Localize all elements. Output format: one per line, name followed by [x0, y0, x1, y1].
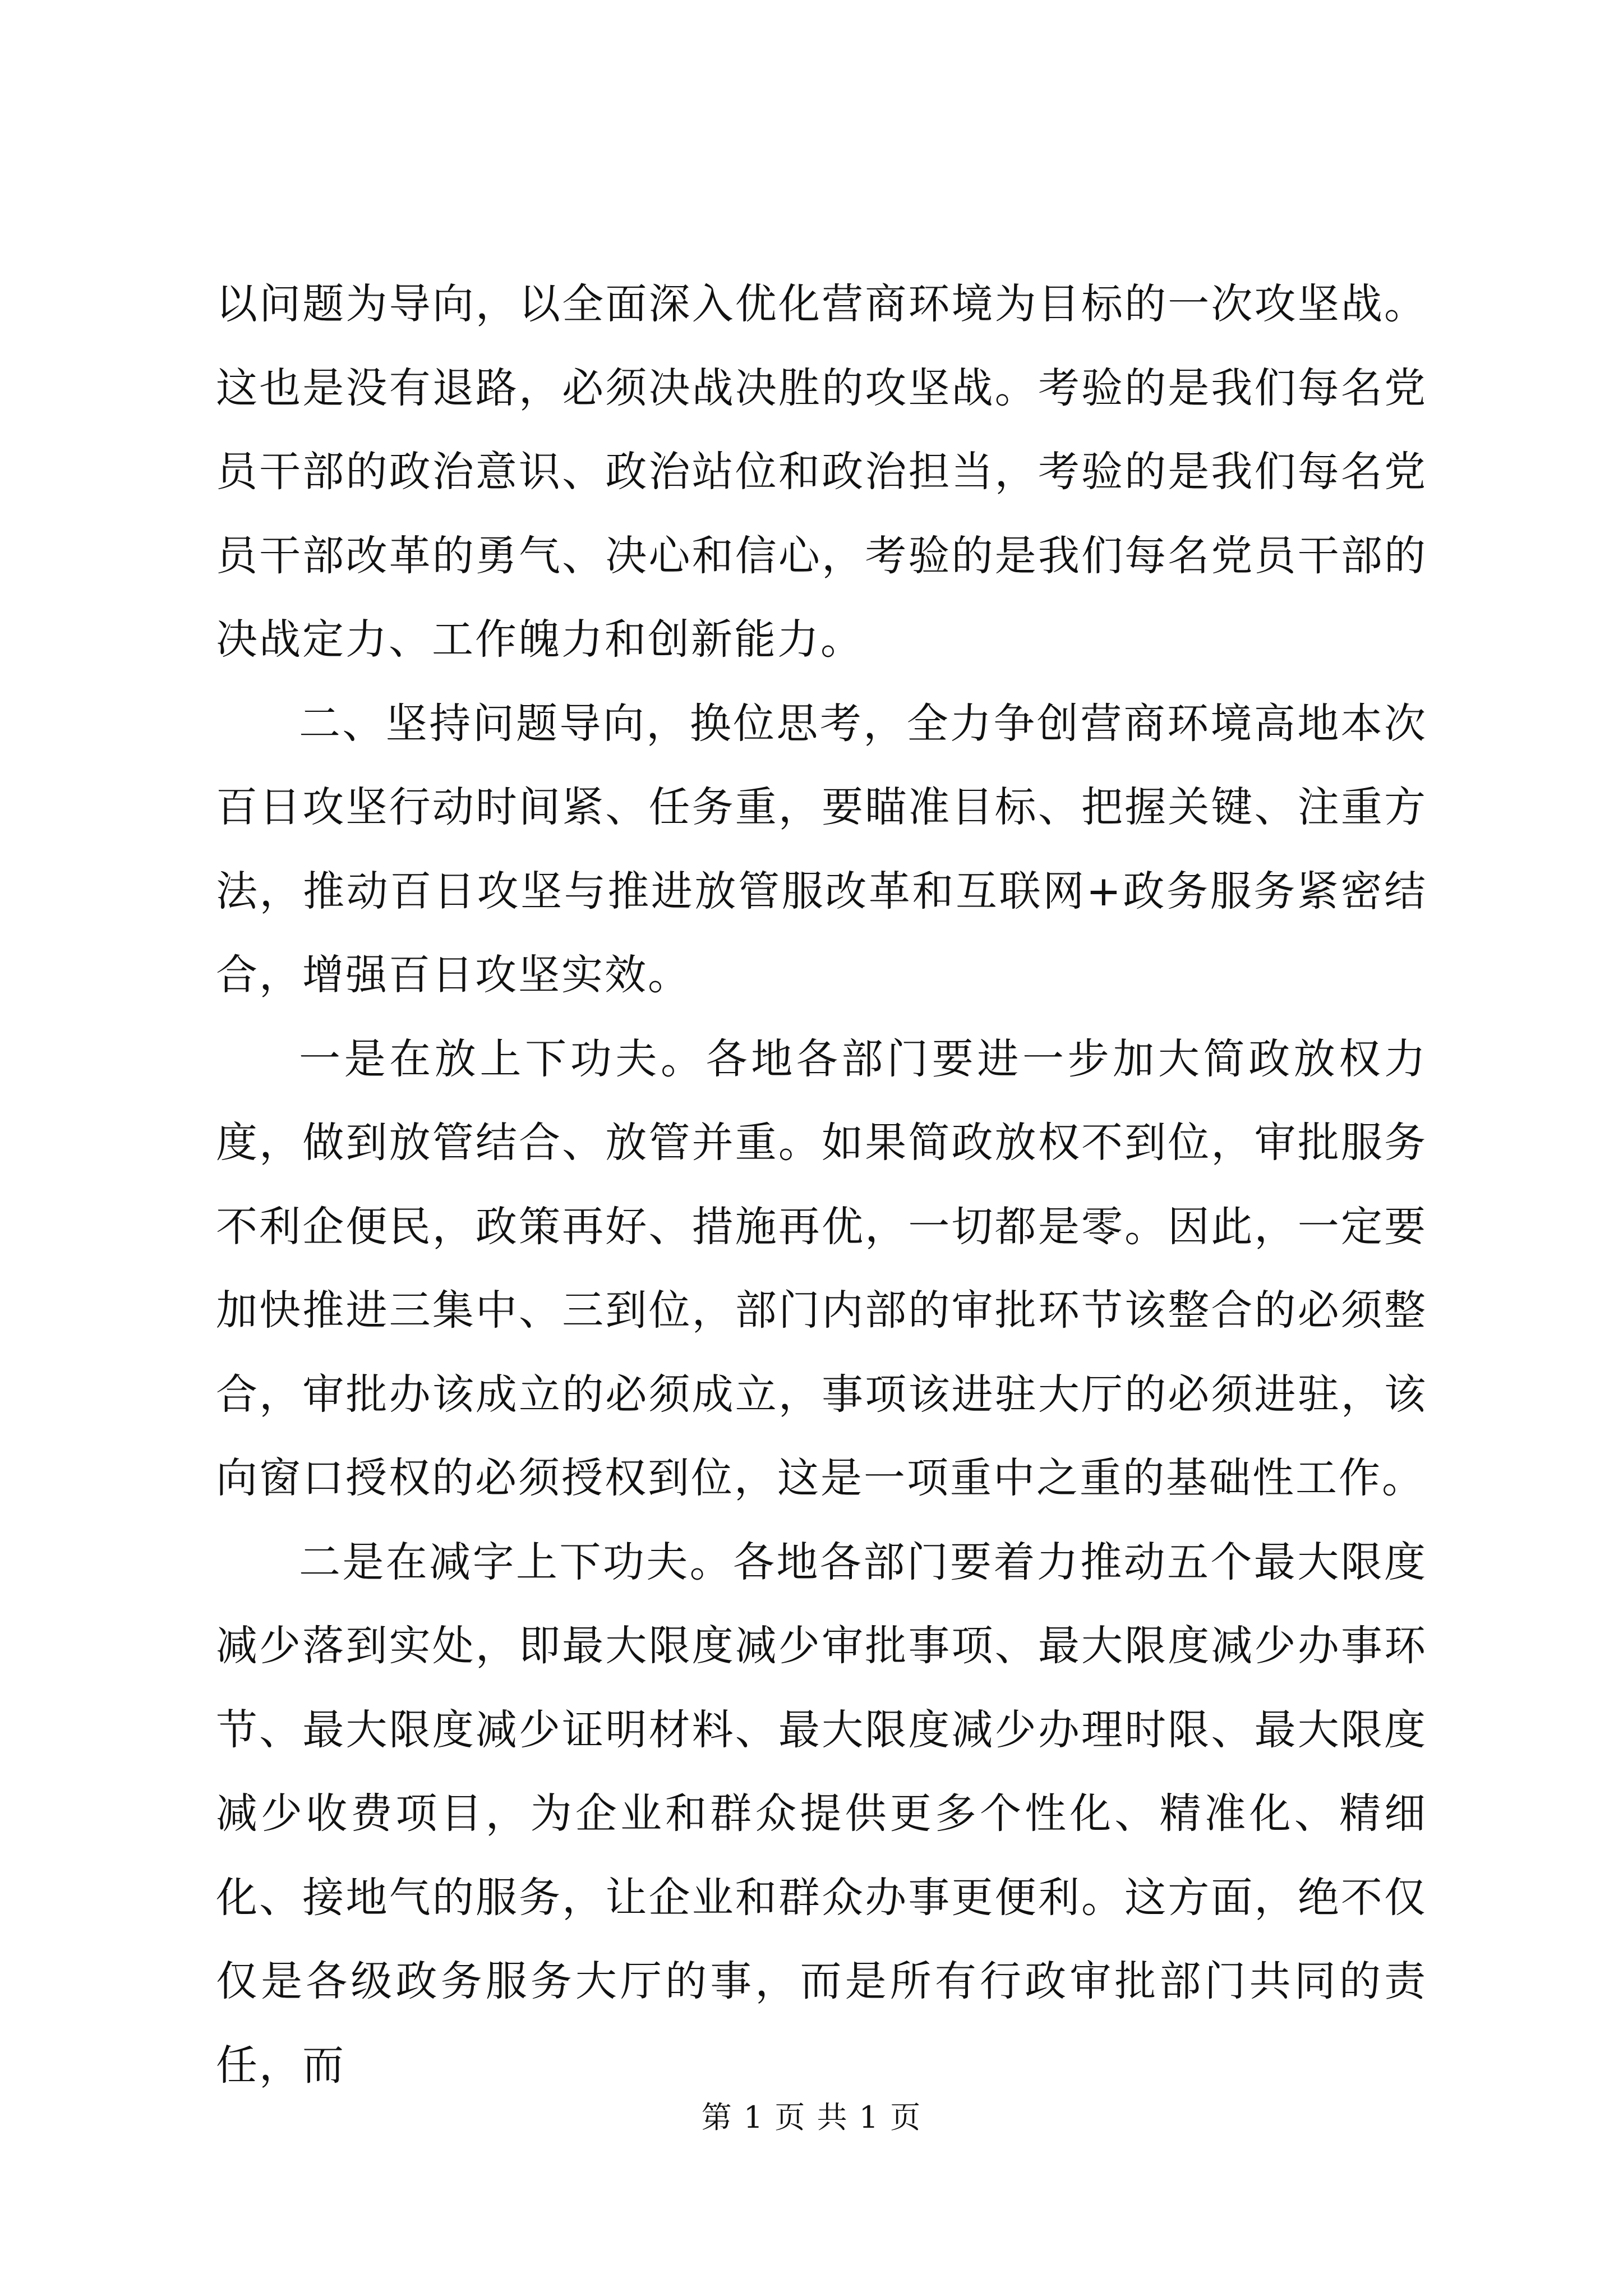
page-number-footer: 第 1 页 共 1 页	[701, 2100, 922, 2135]
paragraph-point-one: 一是在放上下功夫。各地各部门要进一步加大简政放权力度，做到放管结合、放管并重。如果简政放权不到位，审批服务不利企便民，政策再好、措施再优，一切都是零。因此，一定要加快推进三集中、三到位，部门内部的审批环节该整合的必须整合，审批办该成立的必须成立，事项该进驻大厅的必须进驻，该向窗口授权的必须授权到位，这是一项重中之重的基础性工作。	[216, 1034, 1427, 1502]
document-body	[216, 263, 1427, 2108]
paragraph-continuation: 以问题为导向，以全面深入优化营商环境为目标的一次攻坚战。这也是没有退路，必须决战决胜的攻坚战。考验的是我们每名党员干部的政治意识、政治站位和政治担当，考验的是我们每名党员干部改革的勇气、决心和信心，考验的是我们每名党员干部的决战定力、工作魄力和创新能力。	[216, 280, 1427, 664]
paragraph-section-two-heading: 二、坚持问题导向，换位思考，全力争创营商环境高地本次百日攻坚行动时间紧、任务重，要瞄准目标、把握关键、注重方法，推动百日攻坚与推进放管服改革和互联网+政务服务紧密结合，增强百日攻坚实效。	[216, 699, 1427, 999]
paragraph-point-two: 二是在减字上下功夫。各地各部门要着力推动五个最大限度减少落到实处，即最大限度减少审批事项、最大限度减少办事环节、最大限度减少证明材料、最大限度减少办理时限、最大限度减少收费项目，为企业和群众提供更多个性化、精准化、精细化、接地气的服务，让企业和群众办事更便利。这方面，绝不仅仅是各级政务服务大厅的事，而是所有行政审批部门共同的责任，而	[216, 1538, 1427, 2090]
